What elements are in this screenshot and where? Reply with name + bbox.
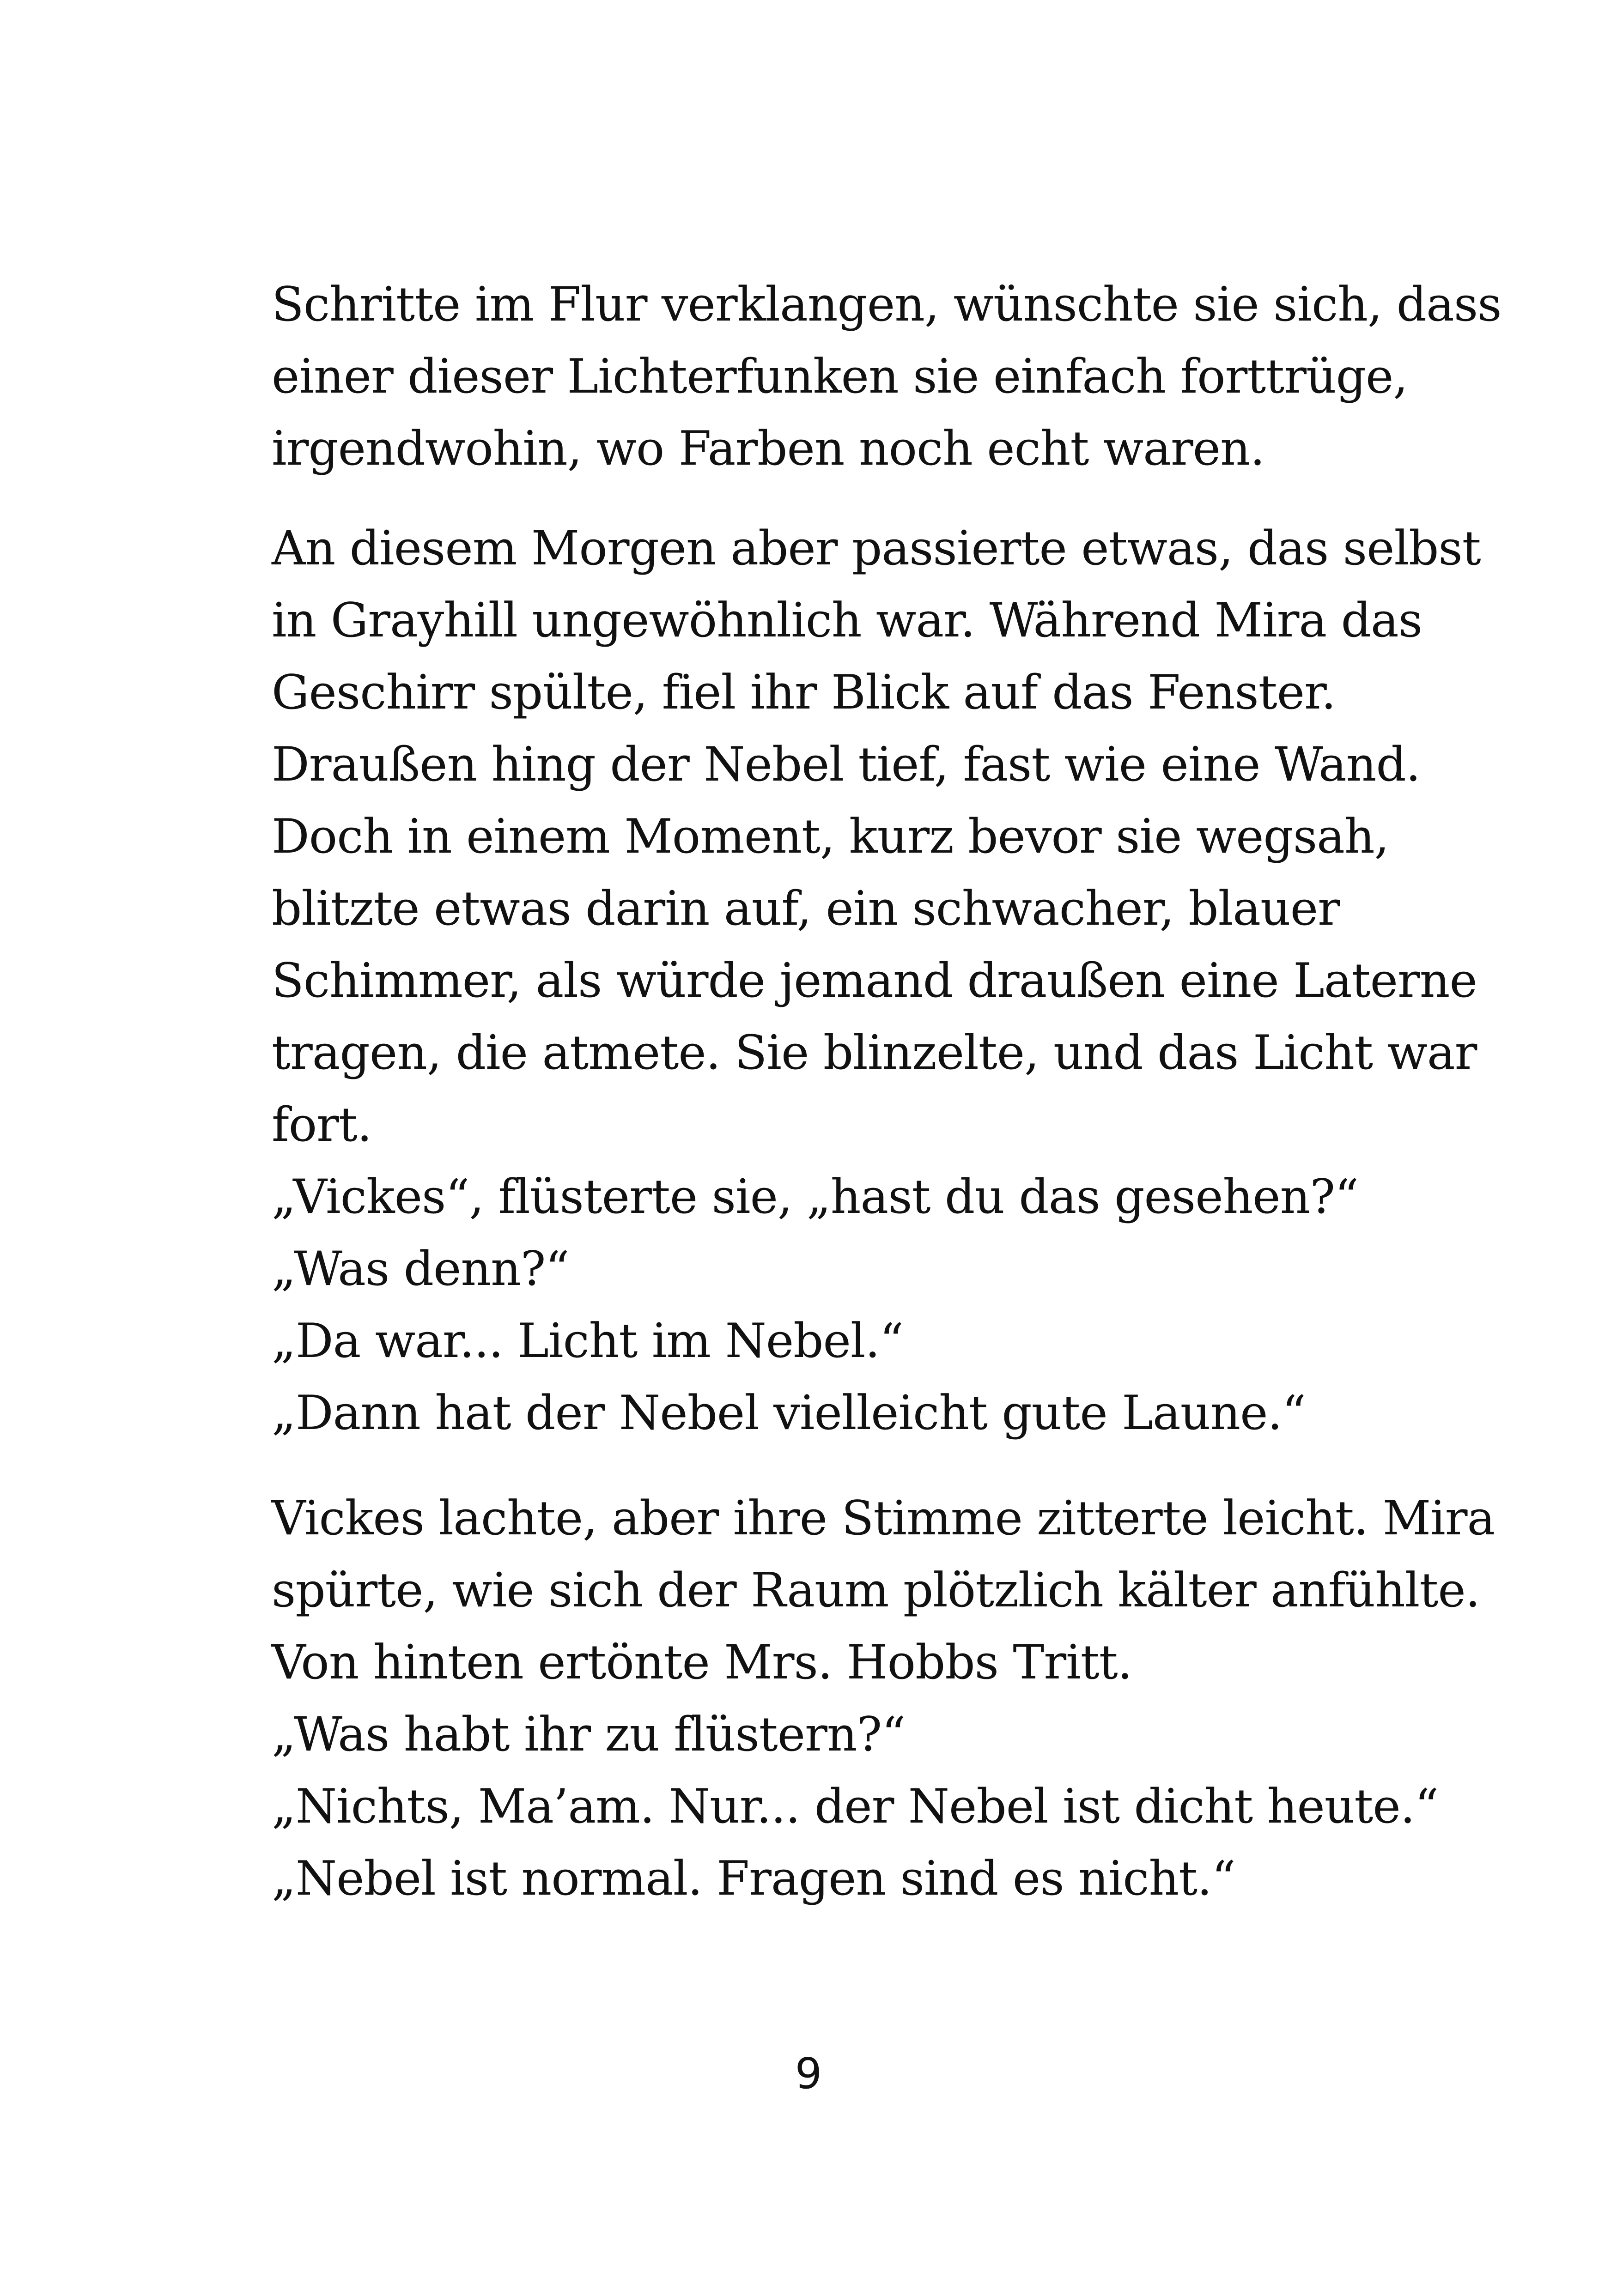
page-number: 9 — [795, 2049, 822, 2098]
text-line: fort. — [272, 1097, 372, 1152]
dialogue-line: „Nebel ist normal. Fragen sind es nicht.“ — [272, 1851, 1235, 1906]
dialogue-line: „Was habt ihr zu flüstern?“ — [272, 1707, 906, 1762]
text-line: Geschirr spülte, fiel ihr Blick auf das Fenster. — [272, 665, 1336, 720]
dialogue-line: „Da war... Licht im Nebel.“ — [272, 1314, 904, 1369]
dialogue-line: „Dann hat der Nebel vielleicht gute Laune.“ — [272, 1386, 1306, 1441]
text-line: Von hinten ertönte Mrs. Hobbs Tritt. — [272, 1635, 1132, 1690]
text-line: in Grayhill ungewöhnlich war. Während Mira das — [272, 593, 1422, 648]
text-line: Schritte im Flur verklangen, wünschte sie sich, dass — [272, 277, 1502, 332]
dialogue-line: „Nichts, Ma’am. Nur... der Nebel ist dicht heute.“ — [272, 1779, 1439, 1834]
text-line: Schimmer, als würde jemand draußen eine Laterne — [272, 953, 1477, 1008]
text-line: spürte, wie sich der Raum plötzlich kälter anfühlte. — [272, 1563, 1480, 1618]
text-line: Doch in einem Moment, kurz bevor sie wegsah, — [272, 809, 1389, 864]
text-line: An diesem Morgen aber passierte etwas, das selbst — [272, 521, 1481, 576]
text-line: einer dieser Lichterfunken sie einfach forttrüge, — [272, 349, 1408, 404]
text-line: Vickes lachte, aber ihre Stimme zitterte leicht. Mira — [272, 1491, 1495, 1546]
text-line: tragen, die atmete. Sie blinzelte, und das Licht war — [272, 1025, 1477, 1080]
dialogue-line: „Vickes“, flüsterte sie, „hast du das gesehen?“ — [272, 1169, 1359, 1224]
dialogue-line: „Was denn?“ — [272, 1242, 569, 1296]
text-line: blitzte etwas darin auf, ein schwacher, blauer — [272, 881, 1340, 936]
text-line: Draußen hing der Nebel tief, fast wie eine Wand. — [272, 737, 1421, 792]
text-line: irgendwohin, wo Farben noch echt waren. — [272, 421, 1265, 476]
